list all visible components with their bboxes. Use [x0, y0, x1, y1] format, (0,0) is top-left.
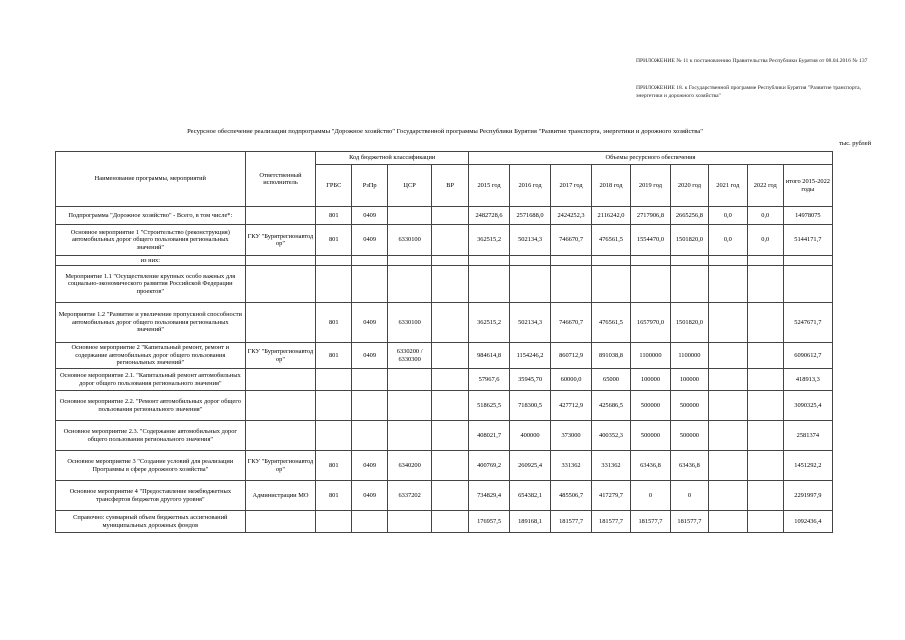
cell-csr	[388, 391, 432, 421]
cell-vr	[432, 266, 469, 303]
cell-2016: 35945,70	[510, 369, 551, 391]
cell-grbs	[316, 369, 352, 391]
cell-grbs	[316, 391, 352, 421]
header-2020: 2020 год	[670, 165, 708, 207]
table-row	[56, 303, 833, 343]
cell-total: 418913,3	[783, 369, 832, 391]
table-row	[56, 266, 833, 303]
cell-vr	[432, 225, 469, 256]
header-2022: 2022 год	[747, 165, 783, 207]
cell-name: Основное мероприятие 4 "Предоставление межбюджетных трансфертов бюджетов другого уровня"	[56, 481, 246, 511]
cell-2022: 0,0	[747, 207, 783, 225]
cell-2021	[708, 266, 747, 303]
cell-2016: 502134,3	[510, 225, 551, 256]
cell-2020: 1501820,0	[670, 225, 708, 256]
cell-vr	[432, 421, 469, 451]
resource-table	[55, 151, 833, 533]
cell-2021: 0,0	[708, 225, 747, 256]
header-2019: 2019 год	[630, 165, 670, 207]
table-row	[56, 207, 833, 225]
cell-2018	[592, 266, 631, 303]
cell-2016: 260925,4	[510, 451, 551, 481]
cell-2022	[747, 451, 783, 481]
header-resources: Объемы ресурсного обеспечения	[469, 152, 833, 165]
cell-2019: 2717906,8	[630, 207, 670, 225]
cell-csr: 6337202	[388, 481, 432, 511]
header-2018: 2018 год	[592, 165, 631, 207]
cell-grbs	[316, 266, 352, 303]
cell-grbs	[316, 256, 352, 266]
cell-total: 1451292,2	[783, 451, 832, 481]
cell-csr	[388, 421, 432, 451]
cell-total: 5247671,7	[783, 303, 832, 343]
cell-executor	[245, 391, 316, 421]
table-row	[56, 369, 833, 391]
cell-total: 5144171,7	[783, 225, 832, 256]
cell-2022: 0,0	[747, 225, 783, 256]
cell-vr	[432, 343, 469, 369]
cell-2015: 2482728,6	[469, 207, 510, 225]
table-row	[56, 256, 833, 266]
cell-2020: 500000	[670, 391, 708, 421]
cell-2022	[747, 266, 783, 303]
cell-vr	[432, 256, 469, 266]
cell-total: 1092436,4	[783, 511, 832, 533]
cell-name: Основное мероприятие 2.2. "Ремонт автомобильных дорог общего пользования регионального значения"	[56, 391, 246, 421]
cell-executor: Администрации МО	[245, 481, 316, 511]
cell-rzpr	[352, 511, 388, 533]
header-2016: 2016 год	[510, 165, 551, 207]
cell-2016: 654382,1	[510, 481, 551, 511]
table-body	[56, 207, 833, 533]
cell-2017: 373000	[551, 421, 592, 451]
cell-2021	[708, 421, 747, 451]
cell-name: Основное мероприятие 2 "Капитальный ремонт, ремонт и содержание автомобильных дорог общего пользования региональных значений"	[56, 343, 246, 369]
cell-2019: 100000	[630, 369, 670, 391]
cell-rzpr	[352, 256, 388, 266]
cell-executor	[245, 369, 316, 391]
table-row	[56, 481, 833, 511]
cell-2015: 176957,5	[469, 511, 510, 533]
cell-2022	[747, 481, 783, 511]
cell-2017	[551, 256, 592, 266]
header-csr: ЦСР	[388, 165, 432, 207]
cell-2015: 734829,4	[469, 481, 510, 511]
cell-name: Основное мероприятие 2.3. "Содержание автомобильных дорог общего пользования регионального значения"	[56, 421, 246, 451]
cell-total: 3090325,4	[783, 391, 832, 421]
cell-2018: 891038,8	[592, 343, 631, 369]
cell-2020: 2665256,8	[670, 207, 708, 225]
cell-2019: 500000	[630, 391, 670, 421]
cell-rzpr	[352, 266, 388, 303]
cell-2021	[708, 451, 747, 481]
cell-2019	[630, 256, 670, 266]
cell-2017: 746670,7	[551, 225, 592, 256]
cell-2022	[747, 256, 783, 266]
cell-name: Основное мероприятие 3 "Создание условий для реализации Программы в сфере дорожного хозяйства"	[56, 451, 246, 481]
header-grbs: ГРБС	[316, 165, 352, 207]
cell-2016: 2571688,0	[510, 207, 551, 225]
cell-2015: 518625,5	[469, 391, 510, 421]
cell-csr	[388, 266, 432, 303]
cell-grbs: 801	[316, 451, 352, 481]
cell-grbs	[316, 421, 352, 451]
cell-2016: 400000	[510, 421, 551, 451]
cell-csr	[388, 256, 432, 266]
cell-2017: 60000,0	[551, 369, 592, 391]
cell-2015: 400769,2	[469, 451, 510, 481]
cell-2018: 476561,5	[592, 225, 631, 256]
cell-2020: 181577,7	[670, 511, 708, 533]
cell-name: Справочно: суммарный объем бюджетных ассигнований муниципальных дорожных фондов	[56, 511, 246, 533]
header-executor: Ответственный исполнитель	[245, 152, 316, 207]
header-name: Наименование программы, мероприятий	[56, 152, 246, 207]
cell-rzpr: 0409	[352, 481, 388, 511]
cell-2022	[747, 343, 783, 369]
cell-2021	[708, 343, 747, 369]
appendix-note-2: ПРИЛОЖЕНИЕ 18. к Государственной программе Республики Бурятия "Развитие транспорта, энергетики и дорожного хозяйства"	[636, 85, 862, 99]
cell-vr	[432, 207, 469, 225]
cell-2022	[747, 421, 783, 451]
cell-2018: 2116242,0	[592, 207, 631, 225]
cell-total: 2581374	[783, 421, 832, 451]
cell-2017: 860712,9	[551, 343, 592, 369]
header-row-1	[56, 152, 833, 165]
units-label: тыс. рублей	[839, 140, 871, 147]
cell-executor	[245, 256, 316, 266]
cell-name: Мероприятие 1.2 "Развитие и увеличение пропускной способности автомобильных дорог общего пользования региональных значений"	[56, 303, 246, 343]
cell-2017: 746670,7	[551, 303, 592, 343]
table-row	[56, 391, 833, 421]
cell-2018: 476561,5	[592, 303, 631, 343]
table-row	[56, 225, 833, 256]
cell-vr	[432, 369, 469, 391]
cell-2015: 408021,7	[469, 421, 510, 451]
cell-vr	[432, 481, 469, 511]
cell-2021	[708, 303, 747, 343]
cell-total: 6090612,7	[783, 343, 832, 369]
cell-csr: 6330200 / 6330300	[388, 343, 432, 369]
cell-executor	[245, 511, 316, 533]
cell-grbs	[316, 511, 352, 533]
cell-2022	[747, 511, 783, 533]
cell-total	[783, 266, 832, 303]
cell-rzpr: 0409	[352, 451, 388, 481]
cell-2020: 500000	[670, 421, 708, 451]
cell-2019: 1554470,0	[630, 225, 670, 256]
cell-2020: 1100000	[670, 343, 708, 369]
cell-executor	[245, 421, 316, 451]
cell-rzpr: 0409	[352, 207, 388, 225]
cell-2022	[747, 391, 783, 421]
cell-2022	[747, 303, 783, 343]
cell-csr: 6340200	[388, 451, 432, 481]
cell-csr	[388, 207, 432, 225]
cell-2020: 63436,8	[670, 451, 708, 481]
cell-2021: 0,0	[708, 207, 747, 225]
cell-rzpr	[352, 391, 388, 421]
cell-2016: 189168,1	[510, 511, 551, 533]
cell-vr	[432, 391, 469, 421]
cell-2015	[469, 256, 510, 266]
cell-csr	[388, 369, 432, 391]
cell-2015: 362515,2	[469, 225, 510, 256]
cell-2019: 63436,8	[630, 451, 670, 481]
cell-name: из них:	[56, 256, 246, 266]
cell-executor: ГКУ "Бурятрегионавтод ор"	[245, 343, 316, 369]
cell-rzpr	[352, 421, 388, 451]
cell-executor: ГКУ "Бурятрегионавтод ор"	[245, 451, 316, 481]
cell-2018: 65000	[592, 369, 631, 391]
table-row	[56, 343, 833, 369]
cell-2018	[592, 256, 631, 266]
cell-2016: 502134,3	[510, 303, 551, 343]
cell-csr: 6330100	[388, 303, 432, 343]
cell-2015	[469, 266, 510, 303]
cell-2020: 100000	[670, 369, 708, 391]
cell-2022	[747, 369, 783, 391]
cell-2016	[510, 266, 551, 303]
cell-2019: 0	[630, 481, 670, 511]
cell-vr	[432, 303, 469, 343]
header-2017: 2017 год	[551, 165, 592, 207]
cell-total	[783, 256, 832, 266]
cell-name: Основное мероприятие 1 "Строительство (реконструкция) автомобильных дорог общего пользования региональных значений"	[56, 225, 246, 256]
cell-executor: ГКУ "Бурятрегионавтод ор"	[245, 225, 316, 256]
header-total: итого 2015-2022 годы	[783, 165, 832, 207]
cell-2017: 485506,7	[551, 481, 592, 511]
cell-2021	[708, 511, 747, 533]
cell-2017: 427712,9	[551, 391, 592, 421]
cell-2015: 57967,6	[469, 369, 510, 391]
cell-grbs: 801	[316, 481, 352, 511]
cell-rzpr	[352, 369, 388, 391]
cell-2021	[708, 391, 747, 421]
cell-2016: 718300,5	[510, 391, 551, 421]
table-row	[56, 421, 833, 451]
cell-rzpr: 0409	[352, 225, 388, 256]
cell-2018: 417279,7	[592, 481, 631, 511]
cell-2019: 500000	[630, 421, 670, 451]
cell-executor	[245, 266, 316, 303]
cell-rzpr: 0409	[352, 343, 388, 369]
cell-executor	[245, 207, 316, 225]
cell-grbs: 801	[316, 303, 352, 343]
cell-vr	[432, 451, 469, 481]
header-2015: 2015 год	[469, 165, 510, 207]
cell-2021	[708, 256, 747, 266]
header-vr: ВР	[432, 165, 469, 207]
header-rzpr: РзПр	[352, 165, 388, 207]
cell-2018: 181577,7	[592, 511, 631, 533]
cell-2015: 984614,8	[469, 343, 510, 369]
cell-2019	[630, 266, 670, 303]
document-title: Ресурсное обеспечение реализации подпрограммы "Дорожное хозяйство" Государственной программы Республики Бурятия "Развитие транспорта, энергетики и дорожного хозяйства"	[187, 128, 703, 135]
cell-name: Основное мероприятие 2.1. "Капитальный ремонт автомобильных дорог общего пользования регионального значения"	[56, 369, 246, 391]
cell-total: 2291997,9	[783, 481, 832, 511]
cell-rzpr: 0409	[352, 303, 388, 343]
cell-name: Мероприятие 1.1 "Осуществление крупных особо важных для социально-экономического развития Российской Федерации проектов"	[56, 266, 246, 303]
cell-grbs: 801	[316, 225, 352, 256]
cell-2017	[551, 266, 592, 303]
cell-executor	[245, 303, 316, 343]
cell-2017: 331362	[551, 451, 592, 481]
cell-2020: 0	[670, 481, 708, 511]
cell-2021	[708, 369, 747, 391]
cell-name: Подпрограмма "Дорожное хозяйство" - Всего, в том числе*:	[56, 207, 246, 225]
cell-2021	[708, 481, 747, 511]
table-row	[56, 451, 833, 481]
cell-2020	[670, 256, 708, 266]
cell-vr	[432, 511, 469, 533]
cell-2020	[670, 266, 708, 303]
cell-2019: 181577,7	[630, 511, 670, 533]
cell-2019: 1100000	[630, 343, 670, 369]
cell-csr: 6330100	[388, 225, 432, 256]
cell-2018: 331362	[592, 451, 631, 481]
cell-2018: 425686,5	[592, 391, 631, 421]
cell-2018: 400352,3	[592, 421, 631, 451]
cell-grbs: 801	[316, 207, 352, 225]
cell-grbs: 801	[316, 343, 352, 369]
table-row	[56, 511, 833, 533]
appendix-note-1: ПРИЛОЖЕНИЕ № 11 к постановлению Правительства Республики Бурятия от 08.04.2016 № 137	[636, 58, 868, 64]
cell-2017: 2424252,3	[551, 207, 592, 225]
cell-2017: 181577,7	[551, 511, 592, 533]
cell-2016	[510, 256, 551, 266]
cell-2020: 1501820,0	[670, 303, 708, 343]
cell-csr	[388, 511, 432, 533]
header-budget-code: Код бюджетной классификации	[316, 152, 469, 165]
cell-2016: 1154246,2	[510, 343, 551, 369]
header-2021: 2021 год	[708, 165, 747, 207]
cell-total: 14978075	[783, 207, 832, 225]
cell-2015: 362515,2	[469, 303, 510, 343]
cell-2019: 1657970,0	[630, 303, 670, 343]
